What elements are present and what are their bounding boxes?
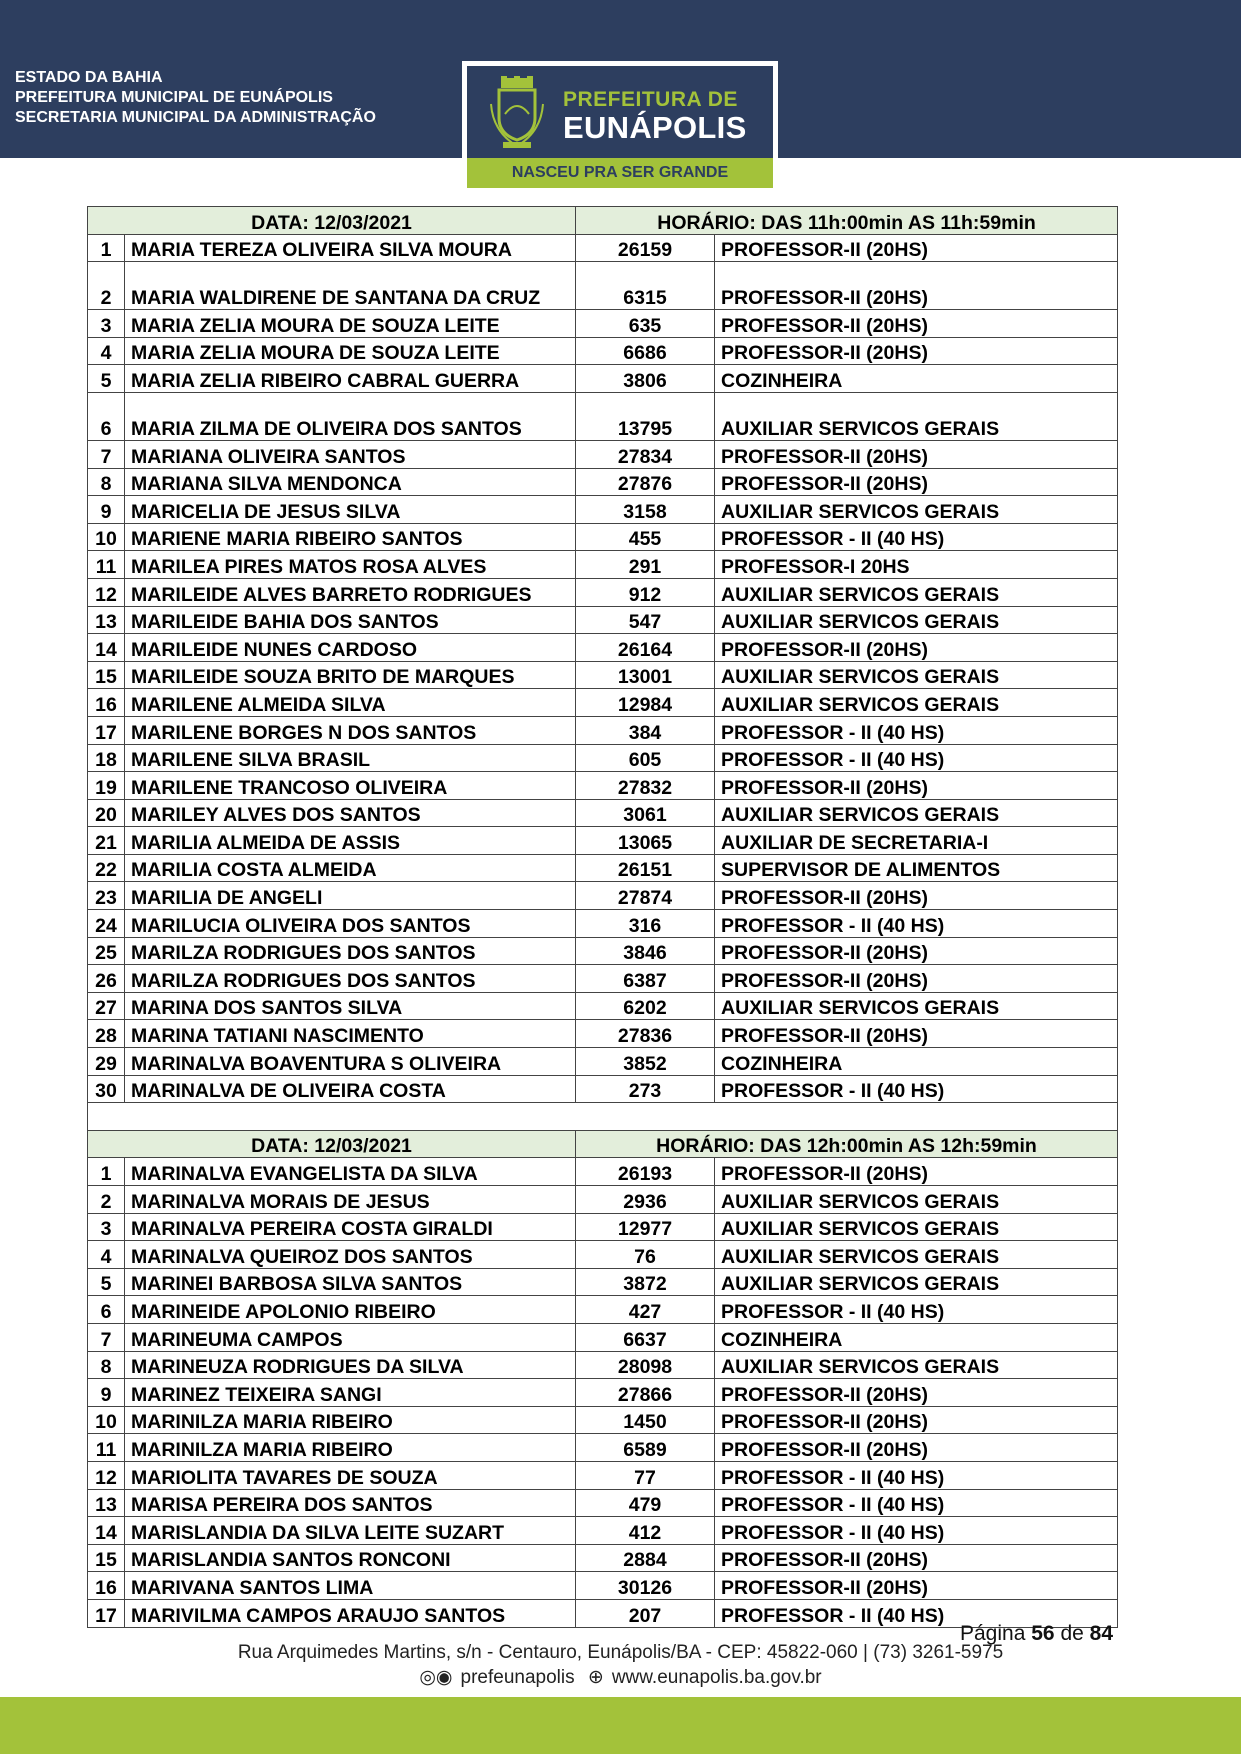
- job-title: AUXILIAR SERVICOS GERAIS: [715, 496, 1118, 524]
- row-number: 8: [88, 468, 125, 496]
- registration-number: 479: [576, 1489, 715, 1517]
- table-row: [88, 772, 1118, 800]
- job-title: PROFESSOR-II (20HS): [715, 1379, 1118, 1407]
- registration-number: 3846: [576, 937, 715, 965]
- registration-number: 27866: [576, 1379, 715, 1407]
- row-number: 8: [88, 1351, 125, 1379]
- schedule-table-wrap: [87, 206, 1117, 1628]
- row-number: 29: [88, 1048, 125, 1076]
- job-title: COZINHEIRA: [715, 365, 1118, 393]
- table-row: [88, 496, 1118, 524]
- footer-social: [0, 1666, 1241, 1689]
- header-text-block: [15, 68, 376, 128]
- coat-of-arms-icon: [489, 74, 545, 150]
- employee-name: MARILUCIA OLIVEIRA DOS SANTOS: [125, 910, 576, 938]
- employee-name: MARIVANA SANTOS LIMA: [125, 1572, 576, 1600]
- job-title: PROFESSOR - II (40 HS): [715, 1599, 1118, 1627]
- employee-name: MARILENE ALMEIDA SILVA: [125, 689, 576, 717]
- registration-number: 26164: [576, 634, 715, 662]
- row-number: 24: [88, 910, 125, 938]
- table-row: [88, 1379, 1118, 1407]
- registration-number: 455: [576, 523, 715, 551]
- employee-name: MARICELIA DE JESUS SILVA: [125, 496, 576, 524]
- job-title: PROFESSOR - II (40 HS): [715, 744, 1118, 772]
- row-number: 3: [88, 1213, 125, 1241]
- employee-name: MARIVILMA CAMPOS ARAUJO SANTOS: [125, 1599, 576, 1627]
- row-number: 10: [88, 1406, 125, 1434]
- registration-number: 6387: [576, 965, 715, 993]
- employee-name: MARILZA RODRIGUES DOS SANTOS: [125, 937, 576, 965]
- row-number: 6: [88, 1296, 125, 1324]
- registration-number: 412: [576, 1517, 715, 1545]
- job-title: AUXILIAR SERVICOS GERAIS: [715, 1241, 1118, 1269]
- row-number: 7: [88, 1323, 125, 1351]
- row-number: 14: [88, 1517, 125, 1545]
- table-row: [88, 661, 1118, 689]
- job-title: PROFESSOR-II (20HS): [715, 937, 1118, 965]
- registration-number: 912: [576, 578, 715, 606]
- section-spacer: [88, 1103, 1118, 1131]
- row-number: 12: [88, 578, 125, 606]
- registration-number: 6202: [576, 992, 715, 1020]
- registration-number: 27876: [576, 468, 715, 496]
- registration-number: 3872: [576, 1268, 715, 1296]
- row-number: 25: [88, 937, 125, 965]
- job-title: AUXILIAR SERVICOS GERAIS: [715, 1213, 1118, 1241]
- employee-name: MARINA TATIANI NASCIMENTO: [125, 1020, 576, 1048]
- registration-number: 6686: [576, 337, 715, 365]
- employee-name: MARILENE SILVA BRASIL: [125, 744, 576, 772]
- table-row: [88, 1517, 1118, 1545]
- section-time: HORÁRIO: DAS 12h:00min AS 12h:59min: [576, 1130, 1118, 1158]
- job-title: PROFESSOR-II (20HS): [715, 965, 1118, 993]
- table-row: [88, 827, 1118, 855]
- job-title: PROFESSOR-II (20HS): [715, 337, 1118, 365]
- row-number: 21: [88, 827, 125, 855]
- row-number: 27: [88, 992, 125, 1020]
- row-number: 1: [88, 1158, 125, 1186]
- employee-name: MARINILZA MARIA RIBEIRO: [125, 1434, 576, 1462]
- table-row: [88, 716, 1118, 744]
- table-row: [88, 551, 1118, 579]
- registration-number: 12977: [576, 1213, 715, 1241]
- row-number: 18: [88, 744, 125, 772]
- website-link[interactable]: www.eunapolis.ba.gov.br: [611, 1667, 822, 1688]
- employee-name: MARINEUMA CAMPOS: [125, 1323, 576, 1351]
- table-row: [88, 468, 1118, 496]
- row-number: 14: [88, 634, 125, 662]
- registration-number: 6589: [576, 1434, 715, 1462]
- table-row: [88, 1434, 1118, 1462]
- registration-number: 27874: [576, 882, 715, 910]
- registration-number: 12984: [576, 689, 715, 717]
- registration-number: 605: [576, 744, 715, 772]
- job-title: AUXILIAR SERVICOS GERAIS: [715, 992, 1118, 1020]
- table-row: [88, 1572, 1118, 1600]
- job-title: PROFESSOR-II (20HS): [715, 1020, 1118, 1048]
- row-number: 13: [88, 606, 125, 634]
- row-number: 6: [88, 392, 125, 440]
- row-number: 2: [88, 262, 125, 310]
- job-title: AUXILIAR SERVICOS GERAIS: [715, 661, 1118, 689]
- employee-name: MARILZA RODRIGUES DOS SANTOS: [125, 965, 576, 993]
- registration-number: 384: [576, 716, 715, 744]
- table-row: [88, 440, 1118, 468]
- row-number: 11: [88, 551, 125, 579]
- header-secretariat: SECRETARIA MUNICIPAL DA ADMINISTRAÇÃO: [15, 109, 376, 126]
- job-title: PROFESSOR - II (40 HS): [715, 1489, 1118, 1517]
- registration-number: 26193: [576, 1158, 715, 1186]
- row-number: 22: [88, 854, 125, 882]
- employee-name: MARILIA DE ANGELI: [125, 882, 576, 910]
- row-number: 1: [88, 234, 125, 262]
- table-row: [88, 854, 1118, 882]
- employee-name: MARINALVA BOAVENTURA S OLIVEIRA: [125, 1048, 576, 1076]
- job-title: PROFESSOR-II (20HS): [715, 310, 1118, 338]
- employee-name: MARILIA COSTA ALMEIDA: [125, 854, 576, 882]
- registration-number: 427: [576, 1296, 715, 1324]
- job-title: PROFESSOR - II (40 HS): [715, 1461, 1118, 1489]
- row-number: 5: [88, 365, 125, 393]
- logo-top-panel: [467, 66, 773, 158]
- section-date: DATA: 12/03/2021: [88, 1130, 576, 1158]
- registration-number: 30126: [576, 1572, 715, 1600]
- job-title: COZINHEIRA: [715, 1323, 1118, 1351]
- employee-name: MARISA PEREIRA DOS SANTOS: [125, 1489, 576, 1517]
- job-title: PROFESSOR-II (20HS): [715, 1158, 1118, 1186]
- table-row: [88, 392, 1118, 440]
- employee-name: MARINA DOS SANTOS SILVA: [125, 992, 576, 1020]
- logo-title-line2: EUNÁPOLIS: [563, 110, 747, 145]
- employee-name: MARINALVA DE OLIVEIRA COSTA: [125, 1075, 576, 1103]
- table-row: [88, 1351, 1118, 1379]
- row-number: 4: [88, 337, 125, 365]
- employee-name: MARINALVA PEREIRA COSTA GIRALDI: [125, 1213, 576, 1241]
- registration-number: 28098: [576, 1351, 715, 1379]
- page-current: 56: [1031, 1622, 1055, 1645]
- globe-icon: ⊕: [587, 1667, 604, 1688]
- table-row: [88, 1489, 1118, 1517]
- table-row: [88, 1213, 1118, 1241]
- employee-name: MARINALVA QUEIROZ DOS SANTOS: [125, 1241, 576, 1269]
- table-row: [88, 1075, 1118, 1103]
- job-title: AUXILIAR SERVICOS GERAIS: [715, 689, 1118, 717]
- employee-name: MARIA ZELIA MOURA DE SOUZA LEITE: [125, 337, 576, 365]
- registration-number: 547: [576, 606, 715, 634]
- schedule-table-body: [88, 207, 1118, 1628]
- row-number: 13: [88, 1489, 125, 1517]
- employee-name: MARINILZA MARIA RIBEIRO: [125, 1406, 576, 1434]
- table-row: [88, 1296, 1118, 1324]
- job-title: PROFESSOR-II (20HS): [715, 234, 1118, 262]
- job-title: PROFESSOR-I 20HS: [715, 551, 1118, 579]
- job-title: PROFESSOR - II (40 HS): [715, 910, 1118, 938]
- row-number: 17: [88, 716, 125, 744]
- page-label: Página: [960, 1622, 1026, 1645]
- job-title: COZINHEIRA: [715, 1048, 1118, 1076]
- registration-number: 3061: [576, 799, 715, 827]
- employee-name: MARIANA SILVA MENDONCA: [125, 468, 576, 496]
- job-title: PROFESSOR-II (20HS): [715, 1572, 1118, 1600]
- registration-number: 76: [576, 1241, 715, 1269]
- logo-title-line1: PREFEITURA DE: [563, 88, 738, 111]
- table-row: [88, 965, 1118, 993]
- table-row: [88, 1048, 1118, 1076]
- row-number: 19: [88, 772, 125, 800]
- registration-number: 3852: [576, 1048, 715, 1076]
- employee-name: MARIA ZELIA RIBEIRO CABRAL GUERRA: [125, 365, 576, 393]
- registration-number: 635: [576, 310, 715, 338]
- section-header-row: [88, 207, 1118, 235]
- row-number: 17: [88, 1599, 125, 1627]
- employee-name: MARILIA ALMEIDA DE ASSIS: [125, 827, 576, 855]
- employee-name: MARIA ZILMA DE OLIVEIRA DOS SANTOS: [125, 392, 576, 440]
- employee-name: MARILEIDE BAHIA DOS SANTOS: [125, 606, 576, 634]
- table-row: [88, 1158, 1118, 1186]
- employee-name: MARILEY ALVES DOS SANTOS: [125, 799, 576, 827]
- job-title: AUXILIAR SERVICOS GERAIS: [715, 1186, 1118, 1214]
- table-row: [88, 337, 1118, 365]
- table-row: [88, 606, 1118, 634]
- employee-name: MARIA WALDIRENE DE SANTANA DA CRUZ: [125, 262, 576, 310]
- employee-name: MARINALVA MORAIS DE JESUS: [125, 1186, 576, 1214]
- registration-number: 27834: [576, 440, 715, 468]
- row-number: 9: [88, 496, 125, 524]
- job-title: AUXILIAR SERVICOS GERAIS: [715, 606, 1118, 634]
- registration-number: 77: [576, 1461, 715, 1489]
- page-of: de: [1060, 1622, 1084, 1645]
- table-row: [88, 744, 1118, 772]
- employee-name: MARINEUZA RODRIGUES DA SILVA: [125, 1351, 576, 1379]
- logo-slogan: NASCEU PRA SER GRANDE: [467, 158, 773, 188]
- header-prefecture: PREFEITURA MUNICIPAL DE EUNÁPOLIS: [15, 89, 333, 106]
- employee-name: MARIA TEREZA OLIVEIRA SILVA MOURA: [125, 234, 576, 262]
- table-row: [88, 689, 1118, 717]
- table-row: [88, 992, 1118, 1020]
- section-time: HORÁRIO: DAS 11h:00min AS 11h:59min: [576, 207, 1118, 235]
- employee-name: MARIOLITA TAVARES DE SOUZA: [125, 1461, 576, 1489]
- employee-name: MARINEIDE APOLONIO RIBEIRO: [125, 1296, 576, 1324]
- footer-address: Rua Arquimedes Martins, s/n - Centauro, Eunápolis/BA - CEP: 45822-060 | (73) 3261-5975: [237, 1642, 1004, 1663]
- employee-name: MARISLANDIA DA SILVA LEITE SUZART: [125, 1517, 576, 1545]
- registration-number: 27836: [576, 1020, 715, 1048]
- table-row: [88, 310, 1118, 338]
- row-number: 23: [88, 882, 125, 910]
- employee-name: MARISLANDIA SANTOS RONCONI: [125, 1544, 576, 1572]
- header-state: ESTADO DA BAHIA: [15, 69, 163, 86]
- registration-number: 13001: [576, 661, 715, 689]
- row-number: 15: [88, 661, 125, 689]
- schedule-table: [87, 206, 1118, 1628]
- job-title: PROFESSOR-II (20HS): [715, 440, 1118, 468]
- row-number: 5: [88, 1268, 125, 1296]
- registration-number: 291: [576, 551, 715, 579]
- job-title: PROFESSOR-II (20HS): [715, 468, 1118, 496]
- spacer-cell: [88, 1103, 1118, 1131]
- row-number: 9: [88, 1379, 125, 1407]
- job-title: PROFESSOR - II (40 HS): [715, 523, 1118, 551]
- row-number: 16: [88, 689, 125, 717]
- job-title: PROFESSOR-II (20HS): [715, 1406, 1118, 1434]
- job-title: PROFESSOR - II (40 HS): [715, 716, 1118, 744]
- table-row: [88, 1406, 1118, 1434]
- table-row: [88, 1020, 1118, 1048]
- section-date: DATA: 12/03/2021: [88, 207, 576, 235]
- instagram-facebook-icon: ◎◉: [419, 1667, 453, 1688]
- table-row: [88, 1323, 1118, 1351]
- employee-name: MARIA ZELIA MOURA DE SOUZA LEITE: [125, 310, 576, 338]
- registration-number: 27832: [576, 772, 715, 800]
- table-row: [88, 882, 1118, 910]
- job-title: PROFESSOR - II (40 HS): [715, 1296, 1118, 1324]
- row-number: 12: [88, 1461, 125, 1489]
- job-title: PROFESSOR - II (40 HS): [715, 1517, 1118, 1545]
- table-row: [88, 1544, 1118, 1572]
- registration-number: 26159: [576, 234, 715, 262]
- job-title: SUPERVISOR DE ALIMENTOS: [715, 854, 1118, 882]
- registration-number: 316: [576, 910, 715, 938]
- job-title: PROFESSOR-II (20HS): [715, 1434, 1118, 1462]
- registration-number: 6637: [576, 1323, 715, 1351]
- row-number: 11: [88, 1434, 125, 1462]
- job-title: AUXILIAR SERVICOS GERAIS: [715, 578, 1118, 606]
- job-title: PROFESSOR-II (20HS): [715, 1544, 1118, 1572]
- table-row: [88, 1186, 1118, 1214]
- registration-number: 273: [576, 1075, 715, 1103]
- table-row: [88, 937, 1118, 965]
- job-title: PROFESSOR-II (20HS): [715, 772, 1118, 800]
- table-row: [88, 799, 1118, 827]
- employee-name: MARILEIDE NUNES CARDOSO: [125, 634, 576, 662]
- employee-name: MARILEA PIRES MATOS ROSA ALVES: [125, 551, 576, 579]
- employee-name: MARILEIDE ALVES BARRETO RODRIGUES: [125, 578, 576, 606]
- job-title: PROFESSOR-II (20HS): [715, 634, 1118, 662]
- prefeitura-logo: [462, 61, 778, 193]
- registration-number: 2884: [576, 1544, 715, 1572]
- registration-number: 6315: [576, 262, 715, 310]
- row-number: 20: [88, 799, 125, 827]
- registration-number: 2936: [576, 1186, 715, 1214]
- registration-number: 3806: [576, 365, 715, 393]
- row-number: 3: [88, 310, 125, 338]
- registration-number: 3158: [576, 496, 715, 524]
- row-number: 30: [88, 1075, 125, 1103]
- footer-band: [0, 1697, 1241, 1754]
- job-title: AUXILIAR SERVICOS GERAIS: [715, 799, 1118, 827]
- registration-number: 26151: [576, 854, 715, 882]
- job-title: AUXILIAR SERVICOS GERAIS: [715, 1268, 1118, 1296]
- employee-name: MARILENE BORGES N DOS SANTOS: [125, 716, 576, 744]
- employee-name: MARINEZ TEIXEIRA SANGI: [125, 1379, 576, 1407]
- table-row: [88, 1461, 1118, 1489]
- registration-number: 1450: [576, 1406, 715, 1434]
- row-number: 7: [88, 440, 125, 468]
- job-title: AUXILIAR SERVICOS GERAIS: [715, 392, 1118, 440]
- employee-name: MARINALVA EVANGELISTA DA SILVA: [125, 1158, 576, 1186]
- job-title: AUXILIAR DE SECRETARIA-I: [715, 827, 1118, 855]
- section-header-row: [88, 1130, 1118, 1158]
- registration-number: 13065: [576, 827, 715, 855]
- table-row: [88, 578, 1118, 606]
- registration-number: 13795: [576, 392, 715, 440]
- row-number: 28: [88, 1020, 125, 1048]
- page-total: 84: [1089, 1622, 1113, 1645]
- table-row: [88, 1268, 1118, 1296]
- table-row: [88, 365, 1118, 393]
- employee-name: MARINEI BARBOSA SILVA SANTOS: [125, 1268, 576, 1296]
- job-title: PROFESSOR - II (40 HS): [715, 1075, 1118, 1103]
- employee-name: MARIENE MARIA RIBEIRO SANTOS: [125, 523, 576, 551]
- row-number: 2: [88, 1186, 125, 1214]
- table-row: [88, 634, 1118, 662]
- job-title: PROFESSOR-II (20HS): [715, 262, 1118, 310]
- registration-number: 207: [576, 1599, 715, 1627]
- table-row: [88, 910, 1118, 938]
- employee-name: MARIANA OLIVEIRA SANTOS: [125, 440, 576, 468]
- table-row: [88, 523, 1118, 551]
- row-number: 4: [88, 1241, 125, 1269]
- table-row: [88, 234, 1118, 262]
- row-number: 15: [88, 1544, 125, 1572]
- job-title: AUXILIAR SERVICOS GERAIS: [715, 1351, 1118, 1379]
- social-handle: prefeunapolis: [460, 1667, 575, 1688]
- row-number: 26: [88, 965, 125, 993]
- job-title: PROFESSOR-II (20HS): [715, 882, 1118, 910]
- employee-name: MARILENE TRANCOSO OLIVEIRA: [125, 772, 576, 800]
- table-row: [88, 1241, 1118, 1269]
- employee-name: MARILEIDE SOUZA BRITO DE MARQUES: [125, 661, 576, 689]
- row-number: 10: [88, 523, 125, 551]
- row-number: 16: [88, 1572, 125, 1600]
- table-row: [88, 262, 1118, 310]
